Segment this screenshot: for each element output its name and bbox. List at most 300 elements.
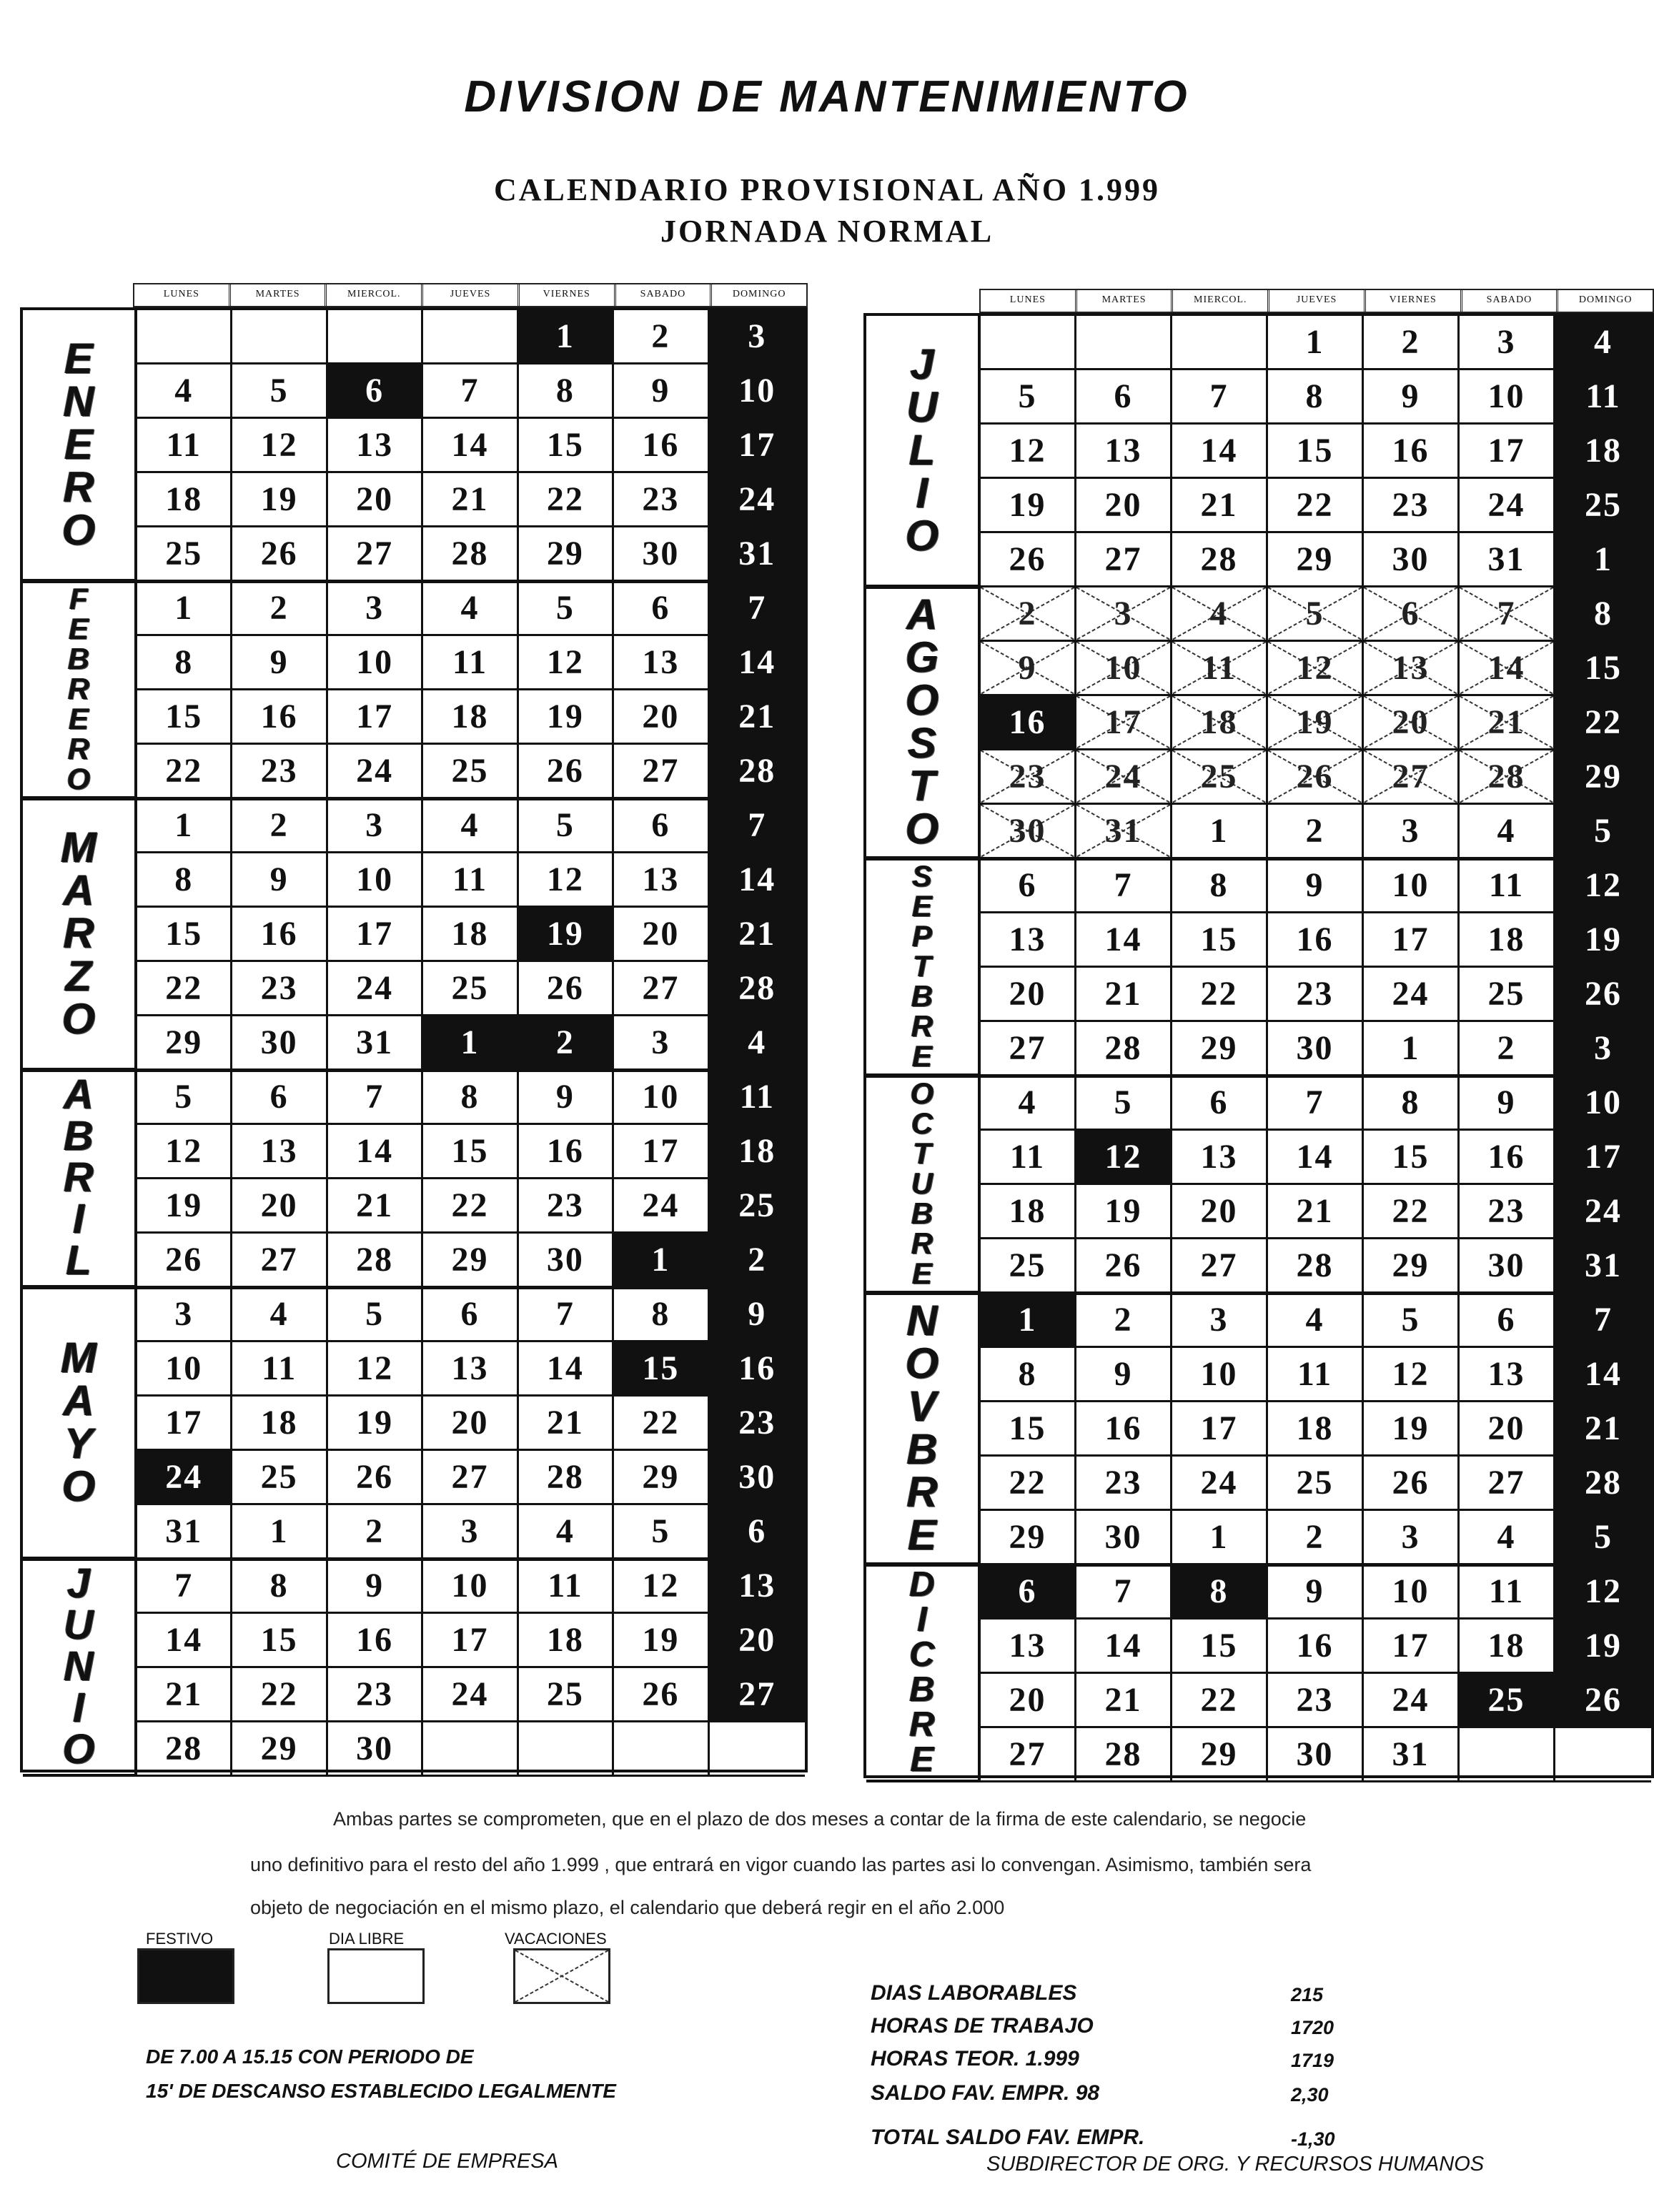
day-cell [1076, 1565, 1172, 1620]
day-cell [1364, 968, 1460, 1022]
day-cell [519, 745, 614, 799]
month-label-agosto [866, 587, 981, 859]
day-number: 15 [451, 1132, 489, 1170]
day-cell [232, 1342, 327, 1397]
day-number: 23 [260, 969, 298, 1007]
day-number: 28 [1104, 1029, 1142, 1067]
day-cell [1460, 1022, 1555, 1076]
day-cell [232, 1505, 327, 1559]
weekday-6: DOMINGO [1556, 290, 1653, 312]
day-number: 17 [356, 915, 394, 953]
day-cell [1460, 1076, 1555, 1131]
day-cell [1076, 1076, 1172, 1131]
day-number: 3 [748, 317, 767, 355]
day-cell [1460, 425, 1555, 479]
day-number: 20 [451, 1404, 489, 1442]
day-number: 6 [1497, 1301, 1516, 1339]
day-number: 15 [1009, 1409, 1046, 1447]
day-number: 18 [1487, 1627, 1525, 1665]
day-number: 6 [651, 589, 670, 627]
day-cell [423, 1016, 518, 1071]
day-number: 19 [1585, 921, 1622, 958]
day-cell [710, 473, 805, 527]
day-number: 17 [356, 698, 394, 735]
day-number: 23 [1487, 1192, 1525, 1230]
day-cell [137, 636, 232, 690]
day-cell [423, 1234, 518, 1288]
day-cell [1460, 805, 1555, 859]
day-number: 25 [1487, 1681, 1525, 1719]
day-number: 12 [642, 1567, 680, 1605]
day-number: 10 [165, 1349, 203, 1387]
month-label-junio [23, 1559, 137, 1777]
day-cell [232, 473, 327, 527]
day-number: 6 [651, 806, 670, 844]
day-cell [519, 1125, 614, 1179]
day-number: 19 [260, 480, 298, 518]
day-cell [232, 799, 327, 853]
day-number: 16 [356, 1621, 394, 1659]
day-number: 12 [1585, 866, 1622, 904]
day-number: 18 [1585, 432, 1622, 470]
day-cell [519, 1397, 614, 1451]
day-cell [519, 1016, 614, 1071]
day-number: 9 [555, 1078, 575, 1116]
day-cell [232, 419, 327, 473]
day-cell [614, 1016, 709, 1071]
day-cell [614, 1179, 709, 1234]
day-cell [1268, 750, 1364, 805]
day-cell [232, 962, 327, 1016]
calendar-first-half [20, 307, 808, 1772]
day-number: 4 [748, 1023, 767, 1061]
day-number: 5 [555, 589, 575, 627]
day-number: 19 [642, 1621, 680, 1659]
day-number: 16 [1392, 432, 1430, 470]
day-cell [1460, 316, 1555, 370]
month-grid [137, 1288, 805, 1559]
day-number: 8 [1209, 866, 1229, 904]
day-cell [1076, 1402, 1172, 1457]
day-cell [1076, 1674, 1172, 1728]
day-cell [710, 1397, 805, 1451]
day-cell [137, 745, 232, 799]
day-cell [981, 1674, 1076, 1728]
day-cell [1268, 642, 1364, 696]
day-cell [137, 310, 232, 364]
day-number: 15 [1585, 649, 1622, 687]
day-number: 25 [1487, 975, 1525, 1013]
day-number: 13 [1009, 921, 1046, 958]
day-cell [1172, 1402, 1268, 1457]
day-number: 21 [1585, 1409, 1622, 1447]
day-cell [614, 1342, 709, 1397]
stat-value: 1719 [1291, 2050, 1334, 2071]
footer-subdirector: SUBDIRECTOR DE ORG. Y RECURSOS HUMANOS [986, 2153, 1485, 2176]
day-number: 14 [1104, 1627, 1142, 1665]
day-cell [981, 859, 1076, 913]
day-number: 8 [651, 1295, 670, 1333]
day-cell [519, 582, 614, 636]
day-number: 24 [1392, 1681, 1430, 1719]
day-cell [423, 1505, 518, 1559]
day-cell [328, 1397, 423, 1451]
day-cell [614, 1722, 709, 1777]
day-number: 2 [1497, 1029, 1516, 1067]
day-cell [1460, 696, 1555, 750]
day-cell [137, 473, 232, 527]
day-number: 15 [546, 426, 584, 464]
day-number: 27 [642, 969, 680, 1007]
day-number: 21 [1104, 975, 1142, 1013]
day-number: 31 [1104, 812, 1142, 850]
day-number: 1 [555, 317, 575, 355]
weekday-1: MARTES [229, 284, 325, 306]
day-number: 31 [356, 1023, 394, 1061]
day-cell [1076, 1294, 1172, 1348]
day-cell [1555, 1511, 1651, 1565]
day-cell [710, 1288, 805, 1342]
day-cell [981, 642, 1076, 696]
day-number: 6 [460, 1295, 480, 1333]
day-cell [981, 1294, 1076, 1348]
day-number: 28 [1585, 1464, 1622, 1502]
day-number: 18 [260, 1404, 298, 1442]
day-number: 11 [452, 861, 488, 898]
month-grid [981, 1565, 1651, 1782]
day-number: 15 [1392, 1138, 1430, 1176]
day-cell [328, 473, 423, 527]
day-number: 30 [356, 1730, 394, 1767]
day-cell [232, 1288, 327, 1342]
day-cell [519, 527, 614, 582]
day-cell [1268, 1620, 1364, 1674]
day-number: 22 [1009, 1464, 1046, 1502]
day-number: 24 [356, 969, 394, 1007]
day-cell [1268, 370, 1364, 425]
day-number: 27 [1487, 1464, 1525, 1502]
day-cell [328, 1342, 423, 1397]
day-cell [1364, 805, 1460, 859]
day-number: 11 [1585, 377, 1621, 415]
day-cell [1555, 533, 1651, 587]
day-cell [981, 479, 1076, 533]
day-number: 10 [1104, 649, 1142, 687]
day-cell [981, 1402, 1076, 1457]
day-cell [328, 636, 423, 690]
day-number: 18 [1296, 1409, 1334, 1447]
day-number: 30 [642, 535, 680, 572]
day-cell [1268, 1511, 1364, 1565]
day-number: 16 [738, 1349, 776, 1387]
day-number: 30 [260, 1023, 298, 1061]
day-number: 6 [1401, 595, 1420, 633]
day-number: 24 [1104, 758, 1142, 795]
day-cell [710, 1451, 805, 1505]
day-number: 9 [1497, 1083, 1516, 1121]
day-number: 27 [1009, 1029, 1046, 1067]
day-cell [137, 1016, 232, 1071]
day-number: 21 [1487, 703, 1525, 741]
day-number: 22 [260, 1675, 298, 1713]
day-number: 20 [1487, 1409, 1525, 1447]
day-number: 4 [1594, 323, 1613, 361]
legend-dia-libre-swatch [327, 1948, 425, 2004]
day-cell [710, 1614, 805, 1668]
day-number: 20 [1104, 486, 1142, 524]
day-cell [1076, 1511, 1172, 1565]
month-name: N O V B R E [905, 1296, 939, 1559]
day-number: 14 [1104, 921, 1142, 958]
day-cell [232, 636, 327, 690]
day-cell [614, 690, 709, 745]
day-cell [1076, 750, 1172, 805]
day-number: 27 [1392, 758, 1430, 795]
day-cell [710, 1505, 805, 1559]
day-number: 30 [1487, 1246, 1525, 1284]
day-cell [1555, 913, 1651, 968]
day-number: 22 [165, 969, 203, 1007]
day-number: 22 [1392, 1192, 1430, 1230]
month-name: S E P T B R E [911, 859, 934, 1073]
day-number: 22 [1200, 1681, 1238, 1719]
day-cell [1172, 479, 1268, 533]
day-cell [519, 799, 614, 853]
day-number: 3 [1401, 1518, 1420, 1556]
day-number: 28 [738, 969, 776, 1007]
day-cell [232, 1397, 327, 1451]
month-name: J U L I O [905, 340, 939, 560]
day-number: 17 [1200, 1409, 1238, 1447]
day-number: 17 [1392, 1627, 1430, 1665]
day-number: 17 [738, 426, 776, 464]
day-number: 6 [269, 1078, 289, 1116]
day-cell [1172, 750, 1268, 805]
day-number: 31 [738, 535, 776, 572]
month-grid [137, 1559, 805, 1777]
day-cell [1364, 370, 1460, 425]
day-cell [1268, 1185, 1364, 1239]
day-cell [328, 310, 423, 364]
day-cell [710, 582, 805, 636]
day-number: 14 [738, 643, 776, 681]
day-number: 2 [748, 1241, 767, 1279]
day-cell [519, 1559, 614, 1614]
month-label-septbre [866, 859, 981, 1076]
month-label-mayo [23, 1288, 137, 1559]
day-number: 26 [1585, 975, 1622, 1013]
day-number: 12 [1009, 432, 1046, 470]
month-name: A G O S T O [905, 590, 939, 853]
day-cell [1268, 425, 1364, 479]
day-cell [137, 1071, 232, 1125]
month-label-marzo [23, 799, 137, 1071]
day-cell [328, 582, 423, 636]
day-cell [137, 1288, 232, 1342]
day-number: 21 [165, 1675, 203, 1713]
day-cell [1364, 642, 1460, 696]
day-cell [1172, 1348, 1268, 1402]
day-number: 2 [1114, 1301, 1133, 1339]
day-number: 10 [1392, 1572, 1430, 1610]
day-cell [1268, 696, 1364, 750]
day-cell [1172, 642, 1268, 696]
day-number: 7 [460, 372, 480, 410]
day-number: 16 [1487, 1138, 1525, 1176]
day-cell [328, 908, 423, 962]
day-number: 19 [1104, 1192, 1142, 1230]
day-cell [423, 310, 518, 364]
day-number: 17 [1487, 432, 1525, 470]
day-cell [1460, 533, 1555, 587]
day-number: 26 [165, 1241, 203, 1279]
stat-value: 2,30 [1291, 2084, 1329, 2106]
day-cell [232, 745, 327, 799]
day-cell [614, 582, 709, 636]
day-number: 24 [1487, 486, 1525, 524]
day-number: 28 [1200, 540, 1238, 578]
day-number: 25 [546, 1675, 584, 1713]
day-number: 10 [1200, 1355, 1238, 1393]
legend-dia-libre-label: DIA LIBRE [329, 1930, 405, 1948]
day-number: 20 [738, 1621, 776, 1659]
day-cell [614, 853, 709, 908]
day-cell [1268, 1402, 1364, 1457]
day-cell [1555, 696, 1651, 750]
day-cell [1460, 1511, 1555, 1565]
day-number: 5 [651, 1512, 670, 1550]
day-number: 26 [356, 1458, 394, 1496]
day-cell [519, 1179, 614, 1234]
day-number: 23 [1392, 486, 1430, 524]
day-number: 8 [174, 643, 194, 681]
day-number: 10 [1392, 866, 1430, 904]
day-number: 18 [1009, 1192, 1046, 1230]
day-cell [981, 1076, 1076, 1131]
day-cell [1076, 533, 1172, 587]
day-cell [1555, 1402, 1651, 1457]
day-number: 27 [738, 1675, 776, 1713]
day-cell [1172, 1457, 1268, 1511]
day-number: 16 [1009, 703, 1046, 741]
day-number: 26 [260, 535, 298, 572]
day-number: 30 [546, 1241, 584, 1279]
day-cell [1460, 1185, 1555, 1239]
day-cell [1555, 1565, 1651, 1620]
day-cell [137, 527, 232, 582]
day-cell [1268, 533, 1364, 587]
note-line-1: Ambas partes se comprometen, que en el plazo de dos meses a contar de la firma de este calendario, se negocie [333, 1808, 1307, 1830]
day-number: 23 [1009, 758, 1046, 795]
day-cell [1172, 1185, 1268, 1239]
day-cell [1172, 913, 1268, 968]
day-number: 28 [546, 1458, 584, 1496]
day-number: 3 [1594, 1029, 1613, 1067]
day-cell [614, 310, 709, 364]
day-cell [1555, 1728, 1651, 1782]
day-cell [981, 1239, 1076, 1294]
day-cell [981, 968, 1076, 1022]
day-number: 7 [1114, 1572, 1133, 1610]
day-cell [1460, 1294, 1555, 1348]
day-number: 24 [356, 752, 394, 790]
day-cell [1268, 1674, 1364, 1728]
month-grid [981, 587, 1651, 859]
day-cell [1364, 1457, 1460, 1511]
day-number: 18 [451, 915, 489, 953]
day-cell [1172, 1131, 1268, 1185]
day-cell [423, 962, 518, 1016]
calendar-second-half [863, 313, 1654, 1778]
day-cell [981, 1131, 1076, 1185]
day-cell [614, 527, 709, 582]
day-cell [137, 962, 232, 1016]
day-cell [423, 745, 518, 799]
stat-label: SALDO FAV. EMPR. 98 [871, 2081, 1100, 2105]
day-cell [614, 1505, 709, 1559]
day-number: 29 [546, 535, 584, 572]
day-number: 14 [738, 861, 776, 898]
day-cell [981, 1565, 1076, 1620]
day-number: 10 [738, 372, 776, 410]
day-number: 27 [1009, 1735, 1046, 1773]
day-number: 10 [1585, 1083, 1622, 1121]
day-cell [710, 1125, 805, 1179]
day-number: 18 [165, 480, 203, 518]
stat-value: 215 [1291, 1984, 1324, 2005]
day-number: 27 [260, 1241, 298, 1279]
day-cell [1076, 859, 1172, 913]
month-name: A B R I L [64, 1071, 94, 1284]
day-cell [423, 419, 518, 473]
day-number: 20 [1009, 1681, 1046, 1719]
day-cell [614, 1397, 709, 1451]
day-number: 8 [555, 372, 575, 410]
day-cell [614, 1668, 709, 1722]
day-cell [614, 962, 709, 1016]
day-cell [1076, 913, 1172, 968]
day-cell [232, 364, 327, 419]
day-number: 22 [1200, 975, 1238, 1013]
day-number: 22 [1296, 486, 1334, 524]
day-cell [614, 1559, 709, 1614]
day-number: 6 [1209, 1083, 1229, 1121]
day-number: 23 [1296, 1681, 1334, 1719]
day-number: 1 [174, 589, 194, 627]
stat-label: HORAS DE TRABAJO [871, 2014, 1094, 2038]
day-cell [1364, 913, 1460, 968]
month-name: J U N I O [62, 1560, 95, 1772]
vacation-cross-icon [515, 1950, 608, 2002]
legend-festivo-label: FESTIVO [146, 1930, 214, 1948]
day-number: 5 [269, 372, 289, 410]
day-cell [519, 1071, 614, 1125]
day-number: 25 [451, 752, 489, 790]
day-number: 13 [642, 861, 680, 898]
day-cell [710, 908, 805, 962]
day-number: 9 [748, 1295, 767, 1333]
day-number: 29 [1200, 1735, 1238, 1773]
month-name: M A R Z O [61, 823, 96, 1043]
day-number: 28 [1296, 1246, 1334, 1284]
day-number: 17 [1585, 1138, 1622, 1176]
day-number: 27 [1200, 1246, 1238, 1284]
day-number: 12 [1392, 1355, 1430, 1393]
day-number: 23 [260, 752, 298, 790]
day-cell [1364, 1131, 1460, 1185]
month-name: D I C B R E [909, 1565, 935, 1779]
day-cell [981, 1022, 1076, 1076]
